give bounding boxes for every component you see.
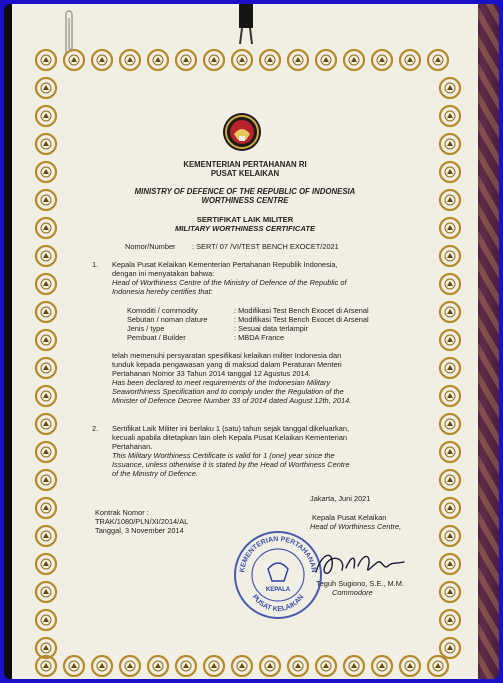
s1-para-id1: telah memenuhi persyaratan spesifikasi kelaikan militer Indonesia dan (112, 351, 342, 360)
s2-en3: of the Ministry of Defence. (112, 469, 198, 478)
stamp-top-text: KEMENTERIAN PERTAHANAN (239, 535, 317, 573)
head-title-en: Head of Worthiness Centre, (310, 522, 402, 531)
centre-name-id: PUSAT KELAIKAN (210, 169, 280, 178)
s1-para-en2: Seaworthiness Specification and to comply under the Regulation of the (112, 387, 344, 396)
section-1-number: 1. (92, 260, 99, 269)
detail-label: Sebutan / noman clature (127, 315, 208, 324)
svg-text:PUSAT KELAIKAN (251, 594, 306, 613)
s1-en-line2: Indonesia hereby certifies that: (112, 287, 213, 296)
s2-en2: Issuance, unless otherwise it is stated by the Head of Worthiness Centre (112, 460, 350, 469)
s2-id3: Pertahanan. (112, 442, 153, 451)
s1-para-id2: tunduk kepada pengawasan yang di maksud dalam Peraturan Menteri (112, 360, 342, 369)
detail-label: Komoditi / commodity (127, 306, 198, 315)
signatory-rank: Commodore (332, 588, 373, 597)
cert-title-id: SERTIFIKAT LAIK MILITER (196, 215, 294, 224)
s1-para-id3: Pertahanan Nomor 33 Tahun 2014 tanggal 12 Agustus 2014. (112, 369, 311, 378)
signatory-name: Teguh Sugiono, S.E., M.M. (316, 579, 404, 588)
detail-value: : Sesuai data terlampir (234, 324, 308, 333)
detail-value: : Modifikasi Test Bench Exocet di Arsenal (234, 306, 369, 315)
s1-id-line1: Kepala Pusat Kelaikan Kementerian Pertahanan Republik Indonesia, (112, 260, 338, 269)
detail-label: Pembuat / Builder (127, 333, 186, 342)
s1-para-en3: Minister of Defence Decree Number 33 of 2014 dated August 12th, 2014. (112, 396, 352, 405)
detail-value: : MBDA France (234, 333, 285, 342)
s1-id-line2: dengan ini menyatakan bahwa: (112, 269, 215, 278)
s2-en1: This Military Worthiness Certificate is valid for 1 (one) year since the (112, 451, 335, 460)
ministry-name-id: KEMENTERIAN PERTAHANAN RI (183, 160, 307, 169)
number-value: : SERT/ 07 /VI/TEST BENCH EXOCET/2021 (192, 242, 339, 251)
section-2-number: 2. (92, 424, 99, 433)
certificate-paper (12, 4, 478, 679)
official-stamp (232, 529, 324, 621)
contract-date: Tanggal, 3 November 2014 (95, 526, 184, 535)
handwritten-signature (312, 544, 412, 584)
stamp-center-text: KEPALA (265, 587, 291, 593)
detail-label: Jenis / type (127, 324, 165, 333)
ministry-name-en: MINISTRY OF DEFENCE OF THE REPUBLIC OF INDONESIA (134, 187, 356, 196)
head-title-id: Kepala Pusat Kelaikan (312, 513, 387, 522)
stamp-bottom-text: PUSAT KELAIKAN (250, 593, 306, 614)
s2-id1: Sertifikat Laik Militer ini berlaku 1 (satu) tahun sejak tanggal dikeluarkan, (112, 424, 350, 433)
cert-title-en: MILITARY WORTHINESS CERTIFICATE (174, 224, 316, 233)
photo-frame (4, 4, 499, 679)
contract-label: Kontrak Nomor : (95, 508, 149, 517)
detail-value: : Modifikasi Test Bench Exocet di Arsenal (234, 315, 369, 324)
place-date: Jakarta, Juni 2021 (310, 494, 371, 503)
s1-para-en1: Has been declared to meet requirements of the Indonesian Military (112, 378, 331, 387)
centre-name-en: WORTHINESS CENTRE (201, 196, 289, 205)
contract-number: TRAK/1080/PLN/XI/2014/AL (95, 517, 189, 526)
number-label: Nomor/Number (125, 242, 176, 251)
s1-en-line1: Head of Worthiness Centre of the Ministry of Defence of the Republic of (112, 278, 347, 287)
s2-id2: kecuali apabila ditetapkan lain oleh Kepala Pusat Kelaikan Kementerian (112, 433, 348, 442)
